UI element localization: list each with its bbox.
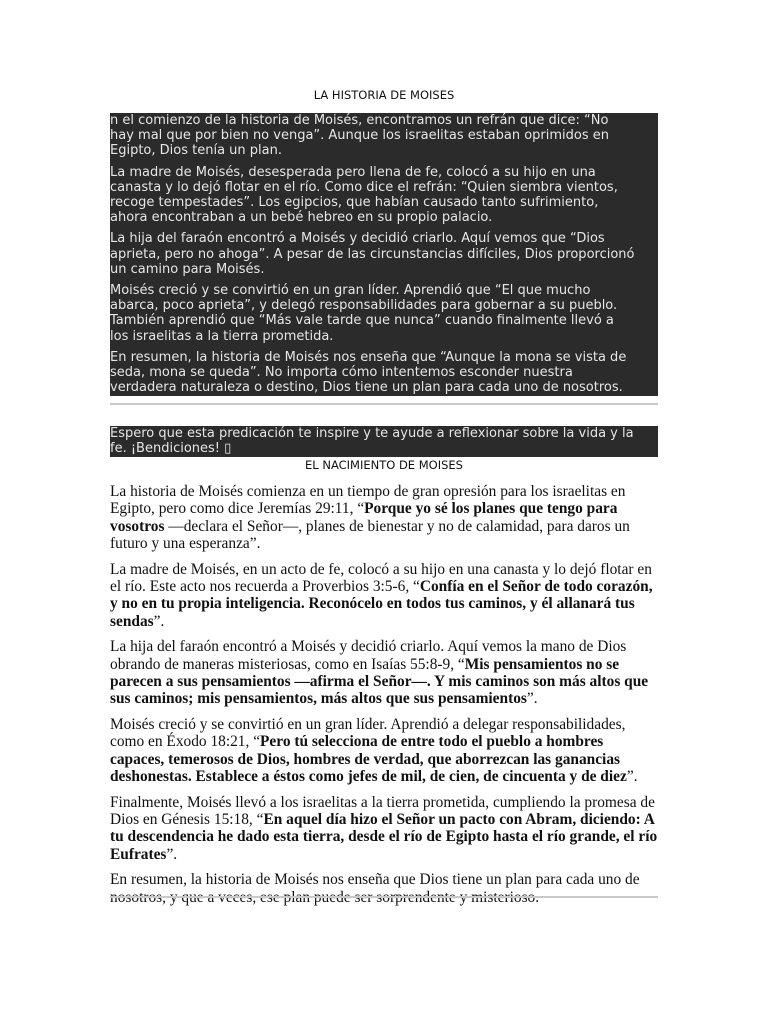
text-line: n el comienzo de la historia de Moisés, encontramos un refrán que dice: “No: [110, 113, 609, 128]
paragraph-text: En resumen, la historia de Moisés nos enseña que Dios tiene un plan para cada uno de nosotros, y que a veces, ese plan puede ser sorprendente y misterioso.: [110, 871, 640, 906]
body-paragraph-6: [110, 871, 658, 906]
paragraph-text: ”.: [526, 690, 538, 708]
dark-paragraph-1: [110, 113, 658, 159]
closing-highlighted-block: [110, 426, 658, 457]
text-line: abarca, poco aprieta”, y delegó responsabilidades para gobernar a su pueblo.: [110, 298, 618, 314]
text-line: ahora encontraban a un bebé hebreo en su propio palacio.: [110, 210, 493, 226]
text-line: La madre de Moisés, desesperada pero llena de fe, colocó a su hijo en una: [110, 164, 596, 180]
dark-paragraph-closing: [110, 426, 658, 456]
text-line: La hija del faraón encontró a Moisés y decidió criarlo. Aquí vemos que “Dios: [110, 231, 605, 247]
paragraph-text: La madre de Moisés, en un acto de fe, colocó a su hijo en una canasta y lo dejó flotar en el río. Este acto nos recuerda a Proverbios 3:5-6, “: [110, 560, 652, 596]
text-line: verdadera naturaleza o destino, Dios tiene un plan para cada uno de nosotros.: [110, 380, 623, 396]
text-line: Egipto, Dios tenía un plan.: [110, 143, 282, 159]
text-line: un camino para Moisés.: [110, 261, 265, 277]
body-text: [110, 483, 658, 914]
dark-paragraph-4: [110, 283, 658, 344]
section-title: EL NACIMIENTO DE MOISES: [305, 458, 463, 472]
paragraph-text: Moisés creció y se convirtió en un gran líder. Aprendió a delegar responsabilidades, como en Éxodo 18:21, “: [110, 715, 626, 751]
body-paragraph-4: [110, 716, 658, 786]
dark-paragraph-3: [110, 231, 658, 277]
bible-quote: Confía en el Señor de todo corazón, y no en tu propia inteligencia. Reconócelo en todos tus caminos, y él allanará tus sendas: [110, 578, 653, 630]
body-paragraph-5: [110, 794, 658, 864]
horizontal-rule: [110, 896, 658, 898]
text-line: recoge tempestades”. Los egipcios, que habían causado tanto sufrimiento,: [110, 195, 599, 211]
highlighted-text-block: [110, 113, 658, 396]
body-paragraph-3: [110, 638, 658, 708]
text-line: En resumen, la historia de Moisés nos enseña que “Aunque la mona se vista de: [110, 349, 627, 365]
text-line: Espero que esta predicación te inspire y te ayude a reflexionar sobre la vida y la: [110, 426, 634, 441]
text-line: fe. ¡Bendiciones! ▯: [110, 441, 232, 457]
paragraph-text: La hija del faraón encontró a Moisés y decidió criarlo. Aquí vemos la mano de Dios obrando de maneras misteriosas, como en Isaías 55:8-9, “: [110, 638, 627, 673]
horizontal-rule: [110, 403, 658, 405]
body-paragraph-2: [110, 561, 658, 631]
paragraph-text: —declara el Señor—, planes de bienestar y no de calamidad, para daros un futuro y una esperanza”.: [110, 517, 630, 553]
text-line: seda, mona se queda”. No importa cómo intentemos esconder nuestra: [110, 365, 573, 381]
paragraph-text: ”.: [153, 612, 165, 630]
dark-paragraph-2: [110, 165, 658, 226]
text-line: aprieta, pero no ahoga”. A pesar de las circunstancias difíciles, Dios proporcionó: [110, 246, 635, 262]
paragraph-text: Finalmente, Moisés llevó a los israelitas a la tierra prometida, cumpliendo la promesa de Dios en Génesis 15:18, “: [110, 793, 655, 828]
document-title: LA HISTORIA DE MOISES: [313, 88, 455, 102]
body-paragraph-1: [110, 483, 658, 553]
bible-quote: Pero tú selecciona de entre todo el pueblo a hombres capaces, temerosos de Dios, hombres de verdad, que aborrezcan las ganancias deshonestas. Establece a éstos como jefes de mil, de cien, de cincuenta y de diez: [110, 733, 627, 786]
text-line: hay mal que por bien no venga”. Aunque los israelitas estaban oprimidos en: [110, 128, 609, 144]
bible-quote: Mis pensamientos no se parecen a sus pensamientos —afirma el Señor—. Y mis caminos son más altos que sus caminos; mis pensamientos, más altos que sus pensamientos: [110, 655, 649, 708]
bible-quote: Porque yo sé los planes que tengo para vosotros: [110, 500, 618, 535]
paragraph-text: ”.: [166, 845, 178, 863]
dark-paragraph-5: [110, 350, 658, 396]
paragraph-text: La historia de Moisés comienza en un tiempo de gran opresión para los israelitas en Egipto, pero como dice Jeremías 29:11, “: [110, 483, 626, 518]
text-line: los israelitas a la tierra prometida.: [110, 328, 334, 344]
paragraph-text: ”.: [626, 768, 638, 786]
bible-quote: En aquel día hizo el Señor un pacto con Abram, diciendo: A tu descendencia he dado esta tierra, desde el río de Egipto hasta el río grande, el río Eufrates: [110, 810, 658, 863]
text-line: También aprendió que “Más vale tarde que nunca” cuando finalmente llevó a: [110, 313, 614, 329]
text-line: Moisés creció y se convirtió en un gran líder. Aprendió que “El que mucho: [110, 283, 591, 299]
text-line: canasta y lo dejó flotar en el río. Como dice el refrán: “Quien siembra vientos,: [110, 179, 618, 195]
